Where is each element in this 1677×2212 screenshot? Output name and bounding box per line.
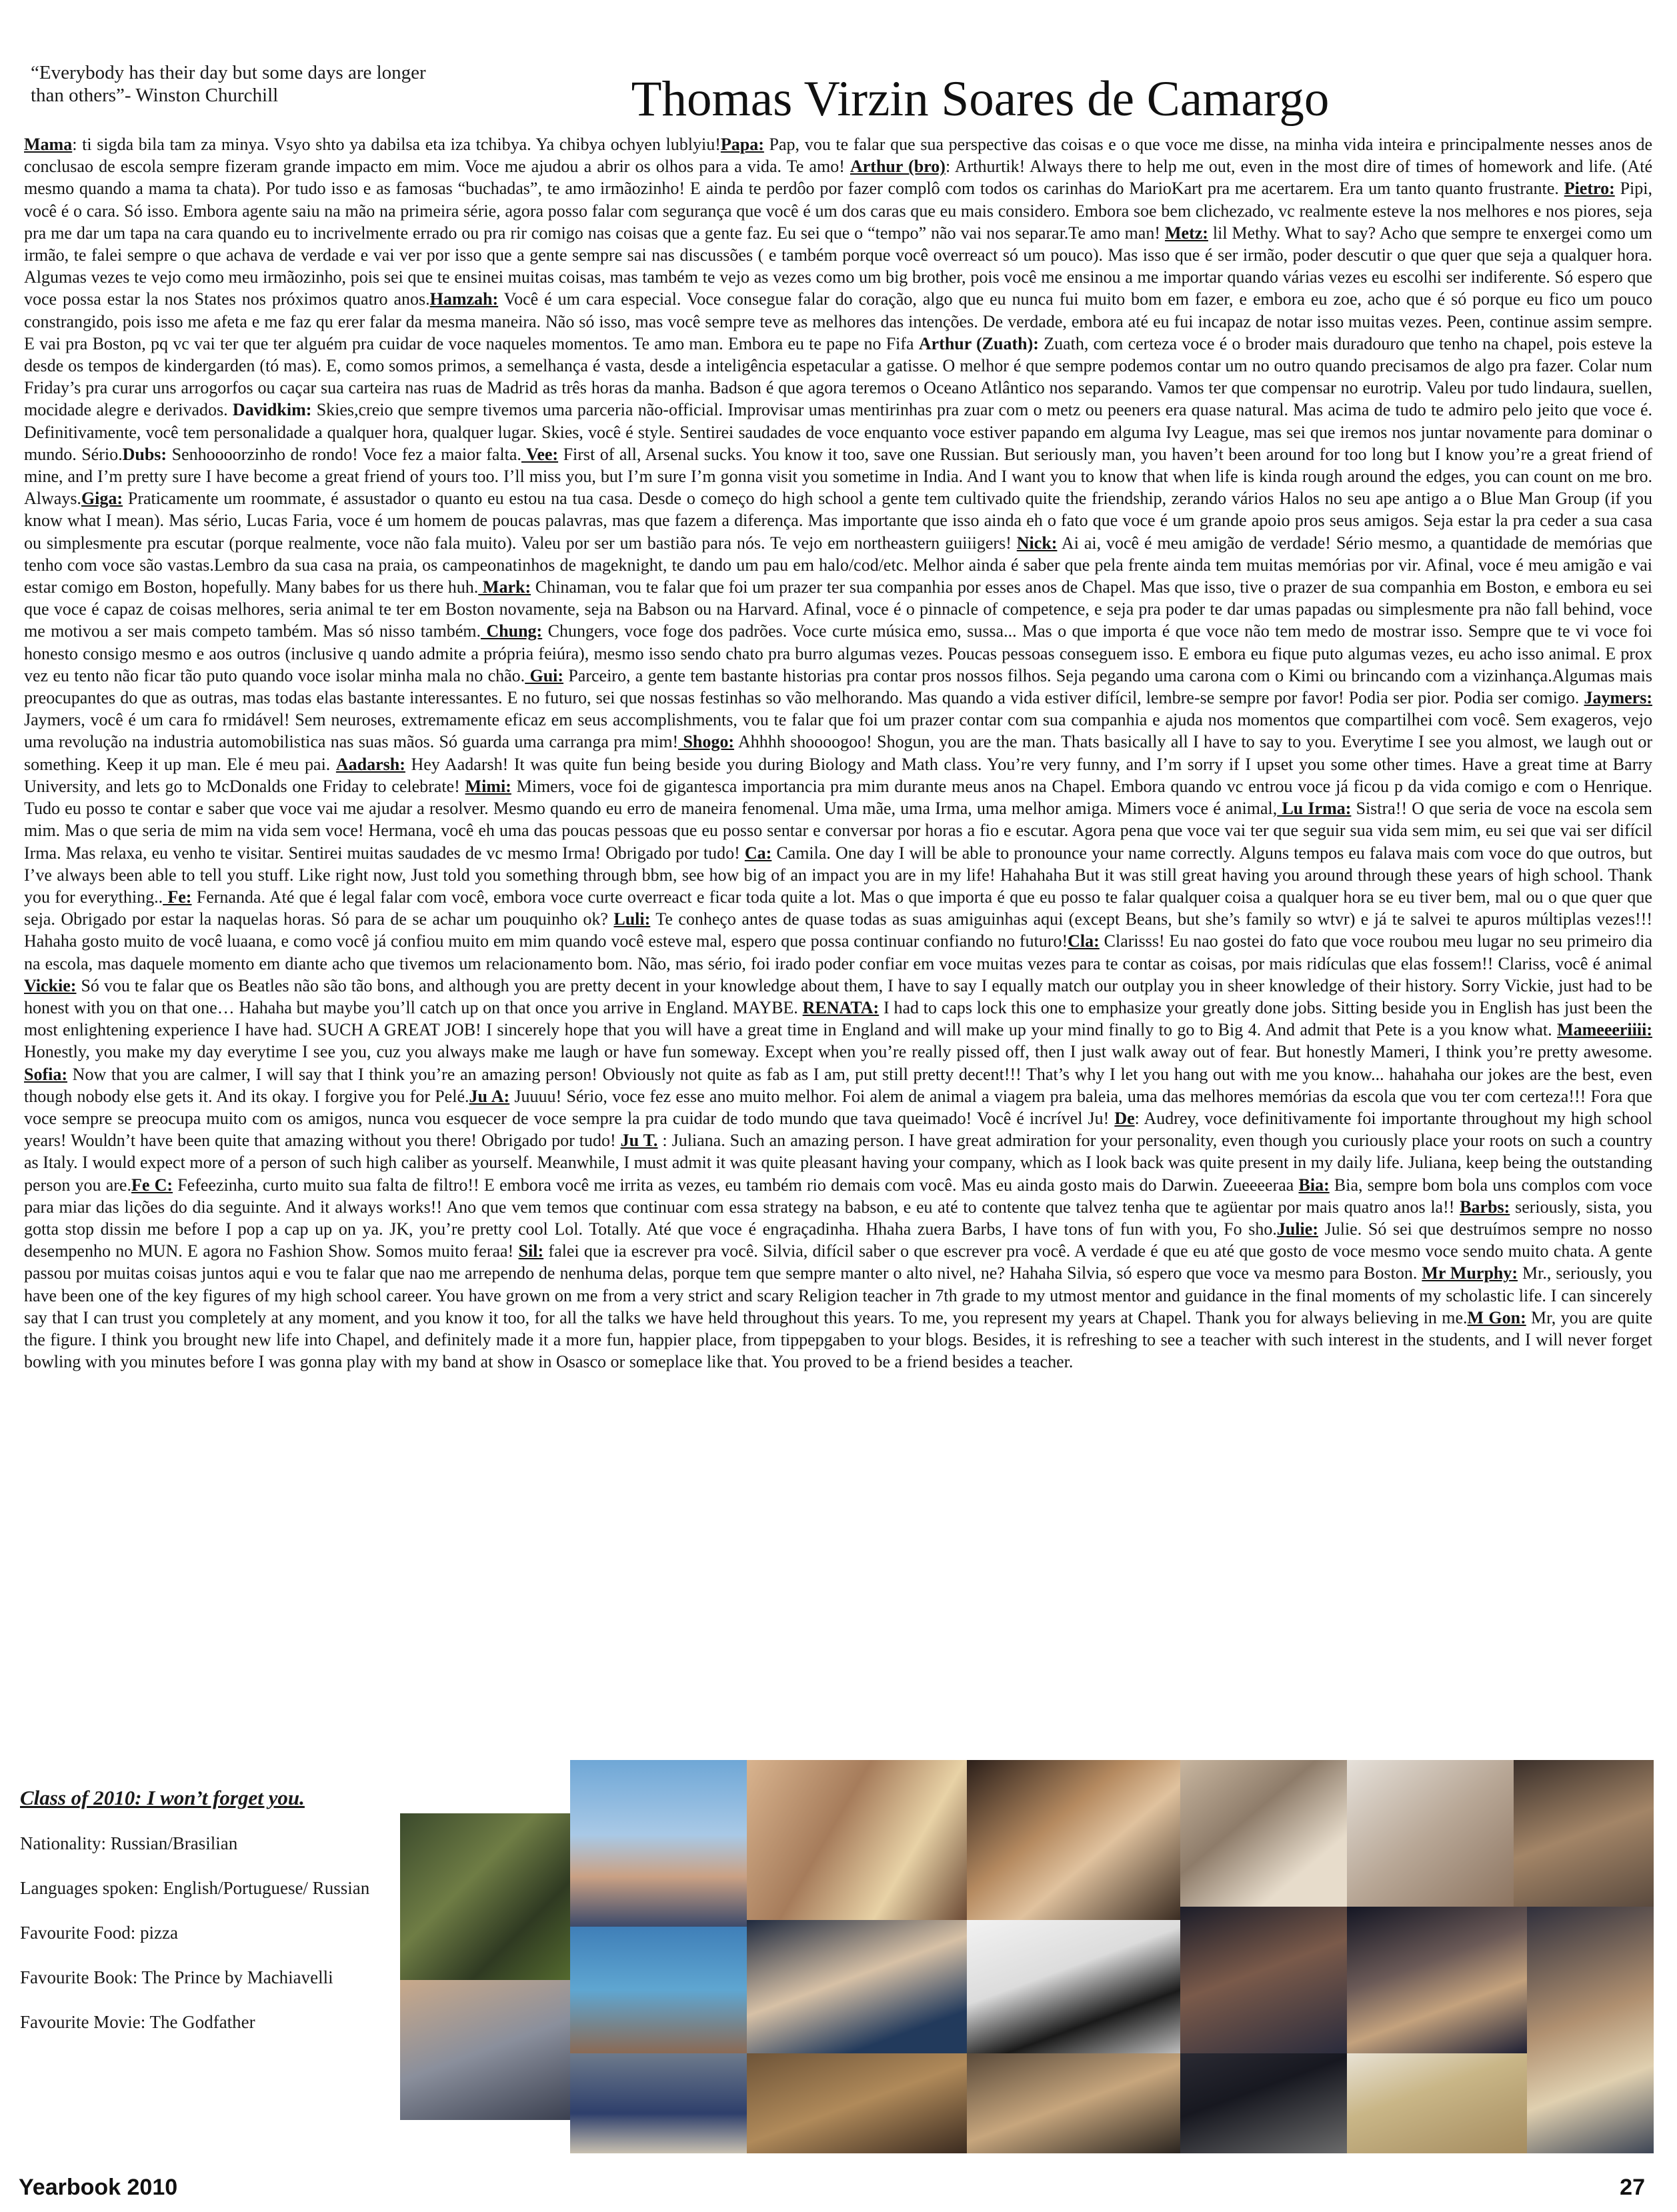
photo-collage <box>400 1760 1654 2133</box>
dedication-name: Barbs: <box>1460 1197 1510 1217</box>
dedication-text: Você é um cara especial. Voce consegue falar do coração, algo que eu nunca fui muito bom em fazer, e embora eu zoe, acho que é só porque eu fico um pouco constrangido, pois isso me afeta e me faz qu erer falar da mesma maneira. Não só isso, mas você sempre teve as melhores das intenções. De verdade, embora até eu fui incapaz de notar isso muitas vezes. Peen, continue assim sempre. E vai pra Boston, pq vc vai ter que ter alguém pra cuidar de voce naqueles momentos. Te amo man. Embora eu te pape no Fifa <box>24 289 1652 353</box>
photo <box>967 1920 1180 2053</box>
dedication-name: Lu Irma: <box>1277 799 1352 819</box>
dedication-name: Arthur (bro) <box>850 157 946 177</box>
photo <box>747 1760 967 1920</box>
photo <box>400 1980 573 2120</box>
dedication-text: Jaymers, você é um cara fo rmidável! Sem neuroses, extremamente eficaz em seus accomplishments, vou te falar que foi um prazer contar com sua companhia e ajuda nos momentos que compartilhei com você. Sem exageros, vejo uma revolução na industria automobilistica nas suas mãos. Só guarda uma carranga pra mim! <box>24 710 1652 752</box>
photo <box>570 2053 747 2153</box>
dedication-name: Pietro: <box>1564 179 1615 199</box>
dedication-name: Mark: <box>478 577 531 597</box>
dedication-text: Só vou te falar que os Beatles não são tão bons, and although you are pretty decent in your knowledge about them, I have to say I equally match our outplay you in sheer knowledge of their history. Sorry Vickie, just had to be honest with you on that one… Hahaha but maybe you’ll catch up on that once you arrive in England. MAYBE. <box>24 975 1652 1017</box>
dedication-text: Fefeezinha, curto muito sua falta de filtro!! E embora você me irrita as vezes, eu também rio demais com você. Mas eu ainda gosto mais do Darwin. Zueeeeraa <box>173 1175 1299 1195</box>
dedication-text: : Audrey, voce definitivamente foi importante throughout my high school years! Wouldn’t have been quite that amazing without you there! Obrigado por tudo! <box>24 1108 1652 1151</box>
dedication-text: Pap, vou te falar que sua perspective das coisas e o que voce me disse, na minha vida inteira e principalmente nesses anos de conclusao de escola sempre fizeram grande impacto em mim. Voce me ajudou a abrir os olhos para a vida. Te amo! <box>24 135 1652 177</box>
dedication-name: Ju A: <box>469 1086 510 1106</box>
dedication-text: Praticamente um roommate, é assustador o quanto eu estou na tua casa. Desde o começo do high school a gente tem cultivado quite the friendship, zerando vários Halos no seu ape antigo a o Blue Man Group (if you know what I mean). Mas sério, Lucas Faria, voce é um homem de poucas palavras, mas que fazem a diferença. Mas importante que isso ainda eh o fato que voce é um grande apoio pros seus amigos. Seja estar la pra ceder a sua casa ou simplesmente pra escutar (porque realmente, voce não fala muito). Valeu por ser um bastião para nós. Te vejo em northeastern guiiigers! <box>24 489 1652 553</box>
dedication-text: Pipi, você é o cara. Só isso. Embora agente saiu na mão na primeira série, agora posso falar com segurança que você é um dos caras que eu mais considero. Embora soe bem clichezado, vc realmente esteve la nos melhores e nos piores, seja pra me dar um tapa na cara quando eu to incrivelmente errado ou pra rir comigo nas coisas que a gente faz. Eu sei que o “tempo” não vai nos separar.Te amo man! <box>24 179 1652 243</box>
dedication-name: Mama <box>24 135 73 154</box>
photo <box>1180 2053 1347 2153</box>
dedication-text: First of all, Arsenal sucks. You know it too, save one Russian. But seriously man, you haven’t been around for too long but I know you’re a great friend of mine, and I’m pretty sure I have become a great friend of yours too. I’ll miss you, but I’m sure I’m gonna visit you sometime in India. And I want you to know that when life is kinda rough around the edges, you can count on me bro. Always. <box>24 444 1652 509</box>
dedication-name: Papa: <box>720 135 764 154</box>
dedication-text: Fernanda. Até que é legal falar com você, embora voce curte overreact e ficar toda quite a lot. Mas o que importa é que eu posso te falar qualquer coisa a qualquer hora se eu tiver bem, mal ou o que quer que seja. Obrigado por estar la naquelas horas. Só para de se achar um pouquinho ok? <box>24 887 1652 929</box>
photo <box>400 1813 573 1980</box>
photo <box>1527 1907 1654 2153</box>
dedication-text: Senhoooorzinho de rondo! Voce fez a maior falta. <box>167 444 521 464</box>
dedication-text: Bia, sempre bom bola uns complos com voce para miar das lições do dia seguinte. And it always works!! Ano que vem temos que continuar com essa strategy na babson, e eu até to contente que talvez tenha que te agüentar por mais quatro anos la!! <box>24 1175 1653 1217</box>
photo <box>1514 1760 1654 1907</box>
dedication-name: Luli: <box>613 909 651 929</box>
favourite-food-field: Favourite Food: pizza <box>20 1923 178 1943</box>
footer-yearbook-label: Yearbook 2010 <box>19 2175 178 2200</box>
dedication-text: Sistra!! O que seria de voce na escola sem mim. Mas o que seria de mim na vida sem voce! Hermana, você eh uma das poucas pessoas que eu posso sentar e conversar por horas a fio e escutar. Agora pena que voce vai ter que seguir sua vida sem mim, eu sei que vai ser difícil Irma. Mas relaxa, eu venho te visitar. Sentirei muitas saudades de vc mesmo Irma! Obrigado por tudo! <box>24 799 1652 863</box>
photo <box>1180 1907 1347 2053</box>
photo <box>570 1760 747 1927</box>
page-title: Thomas Virzin Soares de Camargo <box>631 71 1330 127</box>
dedication-text: : Arthurtik! Always there to help me out, even in the most dire of times of homework and life. (Até mesmo quando a mama ta chata). Por tudo isso e as famosas “buchadas”, te amo irmãozinho! E ainda te perdôo por fazer complô com todos os carinhas do MarioKart pra me acertarem. Era um tanto quanto frustrante. <box>24 157 1652 199</box>
dedication-name: Jaymers: <box>1584 688 1652 708</box>
dedication-text: Camila. One day I will be able to pronounce your name correctly. Alguns tempos eu falava mais com voce do que outros, but I’ve always been able to tell you stuff. Like right now, Just told you something through bbm, see how big of an impact you are in my life! Hahahaha But it was still great having you around through these years of high school. Thank you for everything.. <box>24 843 1653 907</box>
dedication-text: Chungers, voce foge dos padrões. Voce curte música emo, sussa... Mas o que importa é que voce não tem medo de mostrar isso. Sempre que te vi voce foi honesto consigo mesmo e aos outros (inclusive q uando admite a própria feiúra), mesmo isso sendo chato pra burro algumas vezes. Poucas pessoas conseguem isso. E embora eu fique puto algumas vezes, eu acho isso animal. E prox vez eu tento não ficar tão puto quando voce isolar minha mala no chão. <box>24 621 1652 685</box>
favourite-movie-field: Favourite Movie: The Godfather <box>20 2012 255 2032</box>
dedication-text: lil Methy. What to say? Acho que sempre te enxergei como um irmão, te falei sempre o que achava de verdade e vai ver por isso que a gente sempre sai nas discussões ( e também porque você overreact só um pouco). Mas isso que é ser irmão, poder descutir o que quer que seja a qualquer hora. Algumas vezes te vejo como meu irmãozinho, pois sei que te ensinei muitas coisas, mas também te vejo as vezes como um big brother, pois você me ensinou a me importar quando várias vezes eu escolhi ser indiferente. Só espero que voce possa estar la nos States nos próximos quatro anos. <box>24 223 1652 309</box>
dedication-text: Zuath, com certeza voce é o broder mais duradouro que tenho na chapel, pois esteve la desde os tempos de kindergarden (tó mas). E, como somos primos, a semelhança é vasta, desde a inteligência espetacular a gatisse. O melhor é que sempre podemos contar um no outro quando precisamos de algo pra fazer. Colar num Friday’s pra curar uns arrogorfos ou caçar sua carteira nas ruas de Madrid as três horas da manha. Badson é que agora teremos o Oceano Atlântico nos separando. Vamos ter que compensar no eurotrip. Valeu por tudo lindaura, suellen, mocidade alegre e derivados. <box>24 333 1653 420</box>
dedication-name: Fe C: <box>131 1175 173 1195</box>
dedication-name: De <box>1114 1108 1135 1128</box>
dedication-text: Honestly, you make my day everytime I see you, cuz you always make me laugh or have fun someway. Except when you’re really pissed off, then I just walk away out of fear. But honestly Mameri, I think you’re pretty awesome. <box>24 1042 1652 1062</box>
favourite-book-field: Favourite Book: The Prince by Machiavelli <box>20 1967 333 1987</box>
dedication-name: Metz: <box>1165 223 1208 243</box>
dedication-text: Ahhhh shoooogoo! Shogun, you are the man. Thats basically all I have to say to you. Everytime I see you almost, we laugh out or something. Keep it up man. Ele é meu pai. <box>24 732 1652 774</box>
nationality-field: Nationality: Russian/Brasilian <box>20 1833 238 1853</box>
dedication-name: Arthur (Zuath): <box>918 333 1039 353</box>
dedication-text: Skies,creio que sempre tivemos uma parceria não-official. Improvisar umas mentirinhas pra zuar com o metz ou peeners era quase natural. Mas acima de tudo te admiro pelo jeito que voce é. Definitivamente, você tem personalidade a qualquer hora, qualquer lugar. Skies, você é style. Sentirei saudades de voce enquanto voce estiver papando em alguma Ivy League, mas sei que iremos nos juntar novamente para dominar o mundo. Sério. <box>24 400 1652 464</box>
dedication-name: Aadarsh: <box>335 754 405 774</box>
dedication-name: Ca: <box>744 843 772 863</box>
dedication-text: Mr, you are quite the figure. I think you brought new life into Chapel, and definitely made it a more fun, happier place, from tippepgaben to your blogs. Besides, it is refreshing to see a teacher with such interest in the students, and I will never forget bowling with you minutes before I was gonna play with my band at show in Osasco or someplace like that. You proved to be a friend besides a teacher. <box>24 1307 1652 1372</box>
dedication-name: Hamzah: <box>429 289 499 309</box>
dedication-name: RENATA: <box>802 997 880 1017</box>
dedication-name: Dubs: <box>122 444 167 464</box>
dedication-name: Vee: <box>521 444 559 464</box>
dedication-text: Te conheço antes de quase todas as suas amiguinhas aqui (except Beans, but she’s family so wtvr) e já te salvei te apuros múltiplas vezes!!! Hahaha gosto muito de você luaana, e como você já confiou muito em mim quando você esteve mal, espero que possa continuar confiando no futuro! <box>24 909 1653 951</box>
photo <box>967 2053 1180 2153</box>
dedication-name: Bia: <box>1298 1175 1330 1195</box>
dedication-name: Fe: <box>163 887 192 907</box>
dedication-text: Juuuu! Sério, voce fez esse ano muito melhor. Foi alem de animal a viagem pra baleia, uma das melhores memórias da escola que vou ter com certeza!!! Fora que voce sempre se preocupa muito com os amigos, nunca vou esquecer de voce sempre la pra cuidar de todo mundo que tava queimado! Você é incrível Ju! <box>24 1086 1652 1128</box>
dedication-text: Julie. Só sei que destruímos sempre no nosso desempenho no MUN. E agora no Fashion Show. Somos muito feraa! <box>24 1219 1652 1261</box>
photo <box>747 2053 967 2153</box>
dedication-text: I had to caps lock this one to emphasize your greatly done jobs. Sitting beside you in English has just been the most enlightening experience I have had. SUCH A GREAT JOB! I sincerely hope that you will have a great time in England and will make up your mind finally to go to Big 4. And admit that Pete is a you know what. <box>24 997 1652 1040</box>
dedication-text: Hey Aadarsh! It was quite fun being beside you during Biology and Math class. You’re very funny, and I’m sorry if I upset you some other times. Have a great time at Barry University, and lets go to McDonalds one Friday to celebrate! <box>24 754 1653 796</box>
photo <box>1347 1907 1527 2053</box>
dedication-text: Mimers, voce foi de gigantesca importancia pra mim durante meus anos na Chapel. Embora quando vc entrou voce já ficou p da vida comigo e com o Henrique. Tudo eu posso te contar e saber que voce vai me ajudar a resolver. Mesmo quando eu erro de maneira fenomenal. Uma mãe, uma Irma, uma melhor amiga. Mimers voce é animal, <box>24 776 1653 819</box>
dedication-text: Chinaman, vou te falar que foi um prazer ter sua companhia por esses anos de Chapel. Mas que isso, tive o prazer de sua companhia em Boston, e embora eu sei que voce é capaz de coisas melhores, seria animal te ter em Boston novamente, seja na Babson ou na Harvard. Afinal, voce é o pinnacle of competence, e seja pra poder te dar umas papadas ou simplesmente pra não fall behind, voce me motivou a ser mais competo também. Mas só nisso também. <box>24 577 1652 641</box>
languages-field: Languages spoken: English/Portuguese/ Russian <box>20 1878 370 1898</box>
dedication-text: falei que ia escrever pra você. Silvia, difícil saber o que escrever pra você. A verdade é que eu até que gosto de voce mesmo voce sendo muito chata. A gente passou por muitas coisas juntos aqui e vou te falar que nao me arrependo de nenhuma delas, porque tem que sempre manter o alto nivel, ne? Hahaha Silvia, só espero que voce va mesmo para Boston. <box>24 1241 1653 1283</box>
dedication-name: Giga: <box>81 489 123 509</box>
page-number: 27 <box>1620 2175 1645 2200</box>
dedication-text: : ti sigda bila tam za minya. Vsyo shto ya dabilsa eta iza tchibya. Ya chibya ochyen lublyiu! <box>72 135 721 154</box>
dedication-name: Sil: <box>518 1241 544 1261</box>
dedication-name: Chung: <box>480 621 543 641</box>
photo <box>1347 1760 1514 1907</box>
dedication-name: Mimi: <box>465 776 511 796</box>
dedication-text: seriously, sista, you gotta stop dissin me before I pop a cap up on ya. JK, you’re pretty cool Lol. Totally. Até que voce é engraçadinha. Hhaha zuera Barbs, I have tons of fun with you, Fo sho. <box>24 1197 1653 1239</box>
profile-box <box>20 1787 393 2055</box>
dedication-text: : Juliana. Such an amazing person. I have great admiration for your personality, even though you curiously place your roots on such a country as Italy. I would expect more of a person of such high caliber as yourself. Meanwhile, I must admit it was quite pleasant having your company, which as I look back was quite present in my daily life. Juliana, keep being the outstanding person you are. <box>24 1131 1652 1195</box>
dedication-text: Parceiro, a gente tem bastante historias pra contar pros nossos filhos. Seja pegando uma carona com o Kimi ou brincando com a vizinhança.Algumas mais preocupantes do que as outras, mas todas elas bastante interessantes. E no futuro, sei que nossas festinhas so vão melhorando. Mas quando a vida estiver difícil, lembre-se sempre por favor! Podia ser pior. Podia ser comigo. <box>24 665 1653 708</box>
profile-heading: Class of 2010: I won’t forget you. <box>20 1786 305 1809</box>
dedication-name: Gui: <box>525 665 564 685</box>
dedication-text: Mr., seriously, you have been one of the key figures of my high school career. You have grown on me from a very strict and scary Religion teacher in 7th grade to my utmost mentor and guidance in the final moments of my scholastic life. I can sincerely say that I can trust you completely at any moment, and you know it too, for all the talks we have held throughout this years. To me, you represent my years at Chapel. Thank you for always believing in me. <box>24 1263 1652 1327</box>
dedication-name: M Gon: <box>1467 1307 1526 1327</box>
message-body <box>24 133 1652 1373</box>
dedication-name: Sofia: <box>24 1064 67 1084</box>
photo <box>570 1927 747 2053</box>
dedication-text: Clarisss! Eu nao gostei do fato que voce roubou meu lugar no seu primeiro dia na escola, mas daquele momento em diante acho que tivemos um relacionamento bom. Não, mas sério, foi irado poder confiar em voce muitas vezes para te contar as coisas, por mais ridículas que elas fossem!! Clariss, você é animal <box>24 931 1652 973</box>
dedication-name: Nick: <box>1016 533 1058 553</box>
dedication-name: Cla: <box>1068 931 1100 951</box>
photo <box>747 1920 967 2053</box>
dedication-name: Mameeeriiii: <box>1557 1020 1652 1040</box>
dedication-name: Shogo: <box>678 732 735 752</box>
photo <box>1347 2053 1527 2153</box>
dedication-text: Ai ai, você é meu amigão de verdade! Sério mesmo, a quantidade de memórias que tenho com voce são vastas.Lembro da sua casa na praia, os campeonatinhos de mageknight, te dando um pau em halo/cod/etc. Melhor ainda é saber que pela frente ainda tem muitas memórias por vir. Afinal, voce é meu amigão e vai estar comigo em Boston, hopefully. Many babes for us there huh. <box>24 533 1652 597</box>
photo <box>967 1760 1180 1920</box>
dedication-name: Vickie: <box>24 975 77 995</box>
dedication-name: Ju T. <box>620 1131 658 1151</box>
dedication-name: Julie: <box>1276 1219 1318 1239</box>
epigraph-quote: “Everybody has their day but some days are longer than others”- Winston Churchill <box>31 62 426 106</box>
photo <box>1180 1760 1347 1907</box>
dedication-name: Davidkim: <box>232 400 312 420</box>
dedication-text: Now that you are calmer, I will say that I think you’re an amazing person! Obviously not quite as fab as I am, put still pretty decent!!! That’s why I let you hang out with me you know... hahahaha our jokes are the best, even though nobody else gets it. And its okay. I forgive you for Pelé. <box>24 1064 1652 1106</box>
dedication-name: Mr Murphy: <box>1422 1263 1518 1283</box>
